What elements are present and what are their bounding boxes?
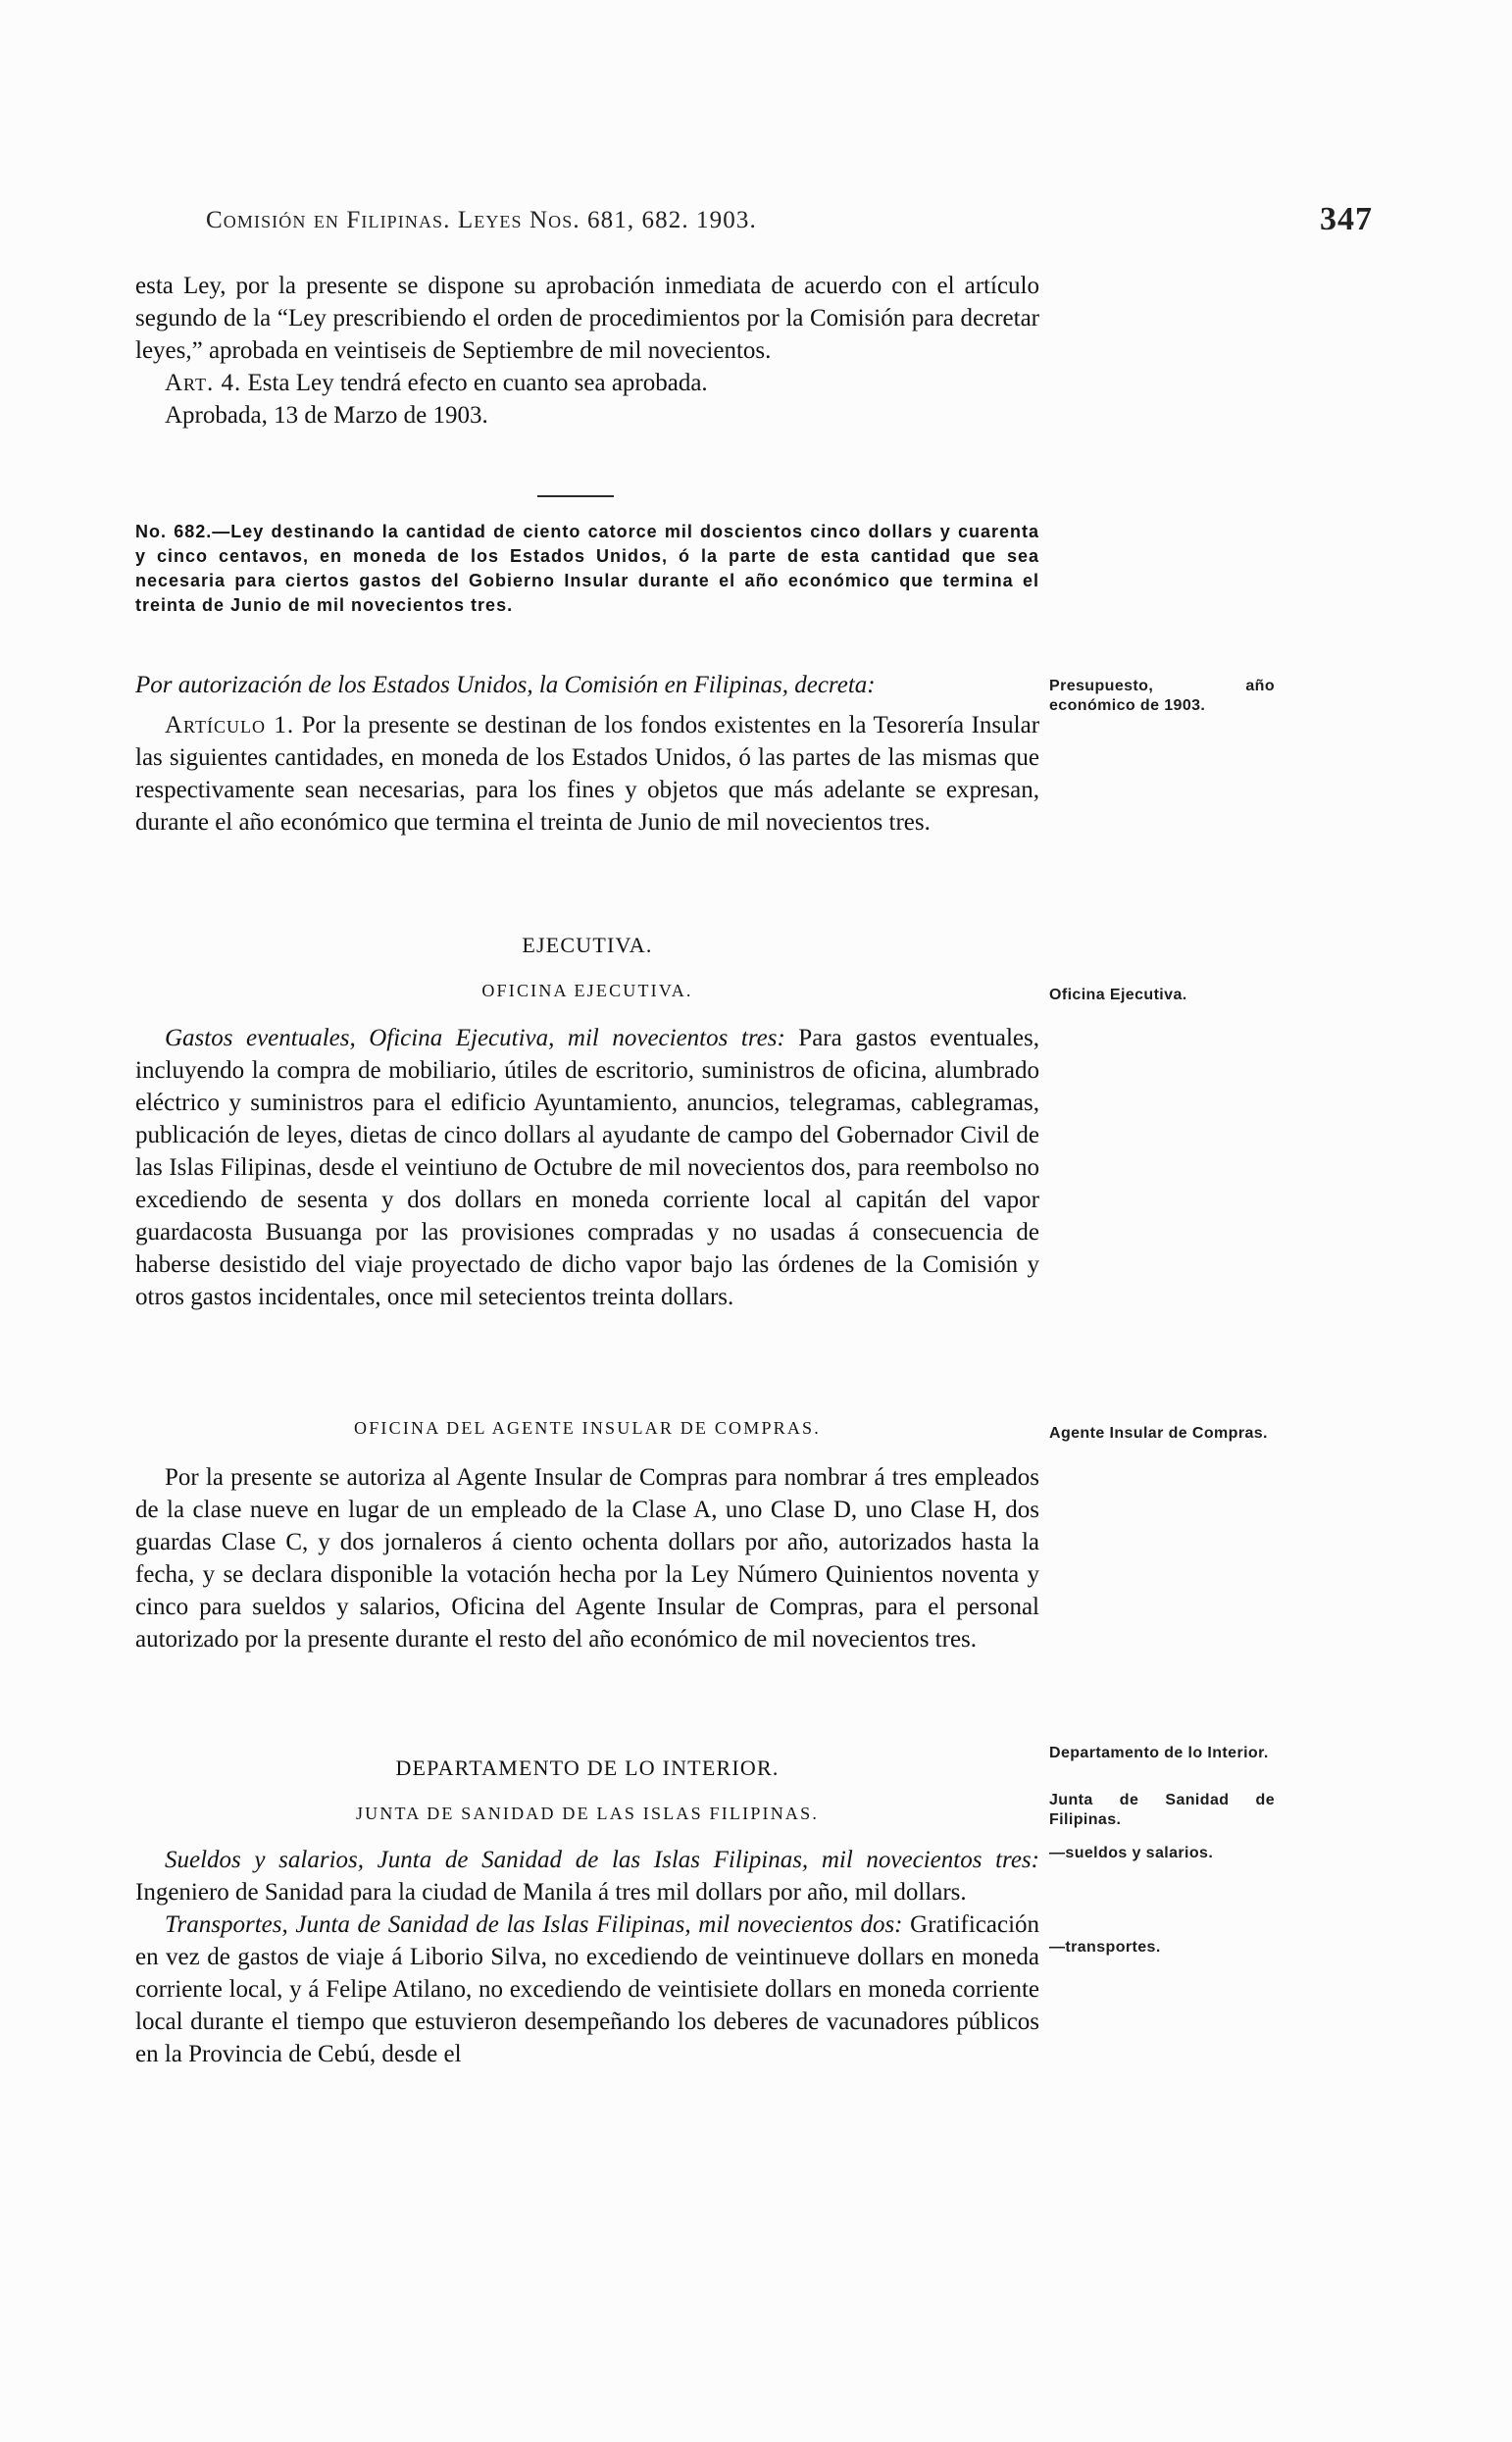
intro-text-block (135, 270, 1039, 432)
article-1-text: Por la presente se destinan de los fondos existentes en la Tesorería Insular las siguientes cantidades, en moneda de los Estados Unidos, ó las partes de las mismas que respectivamente sean necesarias, para los fines y objetos que más adelante se expresan, durante el año económico que termina el treinta de Junio de mil novecientos tres. (135, 712, 1040, 836)
subheading-agente-compras: OFICINA DEL AGENTE INSULAR DE COMPRAS. (354, 1418, 821, 1438)
subheading-oficina-ejecutiva: OFICINA EJECUTIVA. (481, 981, 693, 1000)
sidenote-oficina-ejecutiva: Oficina Ejecutiva. (1049, 987, 1187, 1003)
section-divider (537, 495, 614, 497)
transportes-paragraph (135, 1908, 1039, 2070)
sueldos-lead: Sueldos y salarios, Junta de Sanidad de las Islas Filipinas, mil novecientos tres: (165, 1847, 1039, 1873)
sidenote-agente-compras: Agente Insular de Compras. (1049, 1425, 1268, 1442)
article-1 (135, 709, 1039, 839)
intro-paragraph: esta Ley, por la presente se dispone su aprobación inmediata de acuerdo con el artículo segundo de la “Ley prescribiendo el orden de procedimientos por la Comisión para decretar leyes,” aprobada en veintiseis de Septiembre de mil novecientos. (135, 273, 1039, 364)
sidenote-departamento-interior: Departamento de lo Interior. (1049, 1745, 1269, 1761)
header-title: Comisión en Filipinas. Leyes Nos. 681, 682. 1903. (206, 207, 757, 233)
ejecutiva-text-block (135, 1022, 1039, 1313)
transportes-body: Gratificación en vez de gastos de viaje á Liborio Silva, no excediendo de veintinueve dollars en moneda corriente local, y á Felipe Atilano, no excediendo de veintisiete dollars en moneda corriente local durante el tiempo que estuvieron desempeñando los deberes de vacunadores públicos en la Provincia de Cebú, desde el (135, 1911, 1040, 2067)
approval-date: Aprobada, 13 de Marzo de 1903. (165, 402, 488, 429)
section-heading-interior: DEPARTAMENTO DE LO INTERIOR. (395, 1755, 780, 1780)
sidenote-transportes: —transportes. (1049, 1939, 1161, 1956)
article-1-label: Artículo 1. (165, 712, 295, 738)
compras-paragraph: Por la presente se autoriza al Agente Insular de Compras para nombrar á tres empleados de la clase nueve en lugar de un empleado de la Clase A, uno Clase D, uno Clase H, dos guardas Clase C, y dos jornaleros á ciento ochenta dollars por año, autorizados hasta la fecha, y se declara disponible la votación hecha por la Ley Número Quinientos noventa y cinco para sueldos y salarios, Oficina del Agente Insular de Compras, para el personal autorizado por la presente durante el resto del año económico de mil novecientos tres. (135, 1464, 1039, 1653)
article-4-label: Art. 4. (165, 370, 242, 396)
law-682-preamble (135, 669, 1039, 839)
sidenote-sueldos: —sueldos y salarios. (1049, 1845, 1214, 1861)
page-number: 347 (1320, 201, 1373, 237)
section-heading-ejecutiva: EJECUTIVA. (522, 933, 653, 957)
article-4-text: Esta Ley tendrá efecto en cuanto sea aprobada. (247, 370, 708, 396)
subheading-junta-sanidad: JUNTA DE SANIDAD DE LAS ISLAS FILIPINAS. (355, 1804, 820, 1823)
authority-clause: Por autorización de los Estados Unidos, la Comisión en Filipinas, decreta: (135, 672, 876, 698)
interior-text-block (135, 1844, 1039, 2070)
transportes-lead: Transportes, Junta de Sanidad de las Islas Filipinas, mil novecientos dos: (165, 1911, 903, 1938)
law-682-title: No. 682.—Ley destinando la cantidad de ciento catorce mil doscientos cinco dollars y cuarenta y cinco centavos, en moneda de los Estados Unidos, ó la parte de esta cantidad que sea necesaria para ciertos gastos del Gobierno Insular durante el año económico que termina el treinta de Junio de mil novecientos tres. (135, 522, 1039, 615)
gastos-eventuales-body: Para gastos eventuales, incluyendo la compra de mobiliario, útiles de escritorio, suministros de oficina, alumbrado eléctrico y suministros para el edificio Ayuntamiento, anuncios, telegramas, cablegramas, publicación de leyes, dietas de cinco dollars al ayudante de campo del Gobernador Civil de las Islas Filipinas, desde el veintiuno de Octubre de mil novecientos dos, para reembolso no excediendo de sesenta y dos dollars en moneda corriente local al capitán del vapor guardacosta Busuanga por las provisiones compradas y no usadas á consecuencia de haberse desistido del viaje proyectado de dicho vapor bajo las órdenes de la Comisión y otros gastos incidentales, once mil setecientos treinta dollars. (135, 1025, 1039, 1310)
sueldos-paragraph (135, 1844, 1039, 1908)
article-4 (135, 367, 1039, 399)
gastos-eventuales-paragraph (135, 1022, 1039, 1313)
gastos-eventuales-lead: Gastos eventuales, Oficina Ejecutiva, mil novecientos tres: (165, 1025, 785, 1051)
sidenote-junta-sanidad: Junta de Sanidad de Filipinas. (1049, 1792, 1275, 1828)
sidenote-presupuesto: Presupuesto, año económico de 1903. (1049, 678, 1275, 714)
running-header (206, 201, 1383, 250)
compras-text-block (135, 1461, 1039, 1655)
sueldos-body: Ingeniero de Sanidad para la ciudad de Manila á tres mil dollars por año, mil dollars. (135, 1879, 967, 1906)
